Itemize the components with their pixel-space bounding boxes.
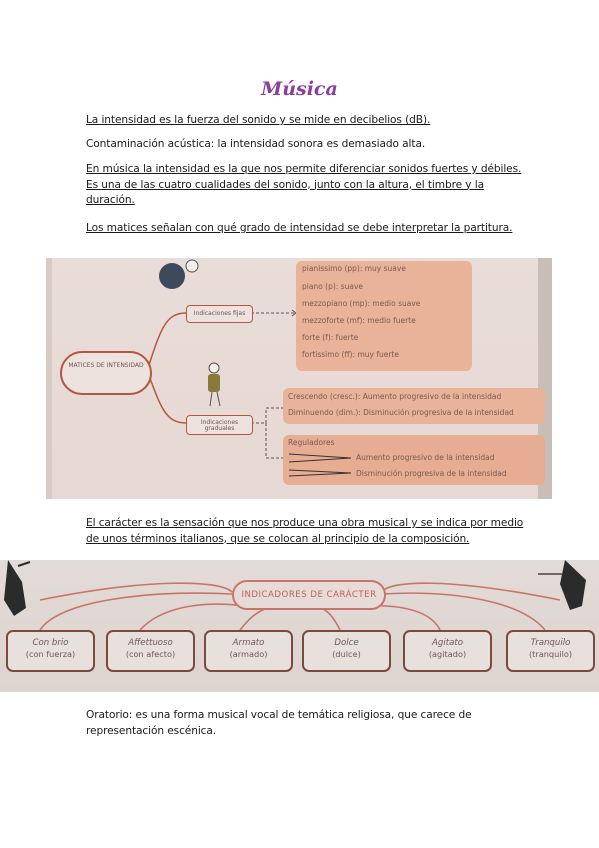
fixed-item: forte (f): fuerte xyxy=(302,333,359,342)
page-title: Música xyxy=(261,78,338,100)
paragraph-intensity-music: En música la intensidad es la que nos permite diferenciar sonidos fuertes y débiles. Es una de las cuatro cualidades del sonido, junto con la altura, el timbre y la duración. xyxy=(86,163,522,206)
character-item: Tranquilo (tranquilo) xyxy=(506,630,595,672)
fixed-item: mezzopiano (mp): medio suave xyxy=(302,299,421,308)
character-item: Con brio (con fuerza) xyxy=(6,630,95,672)
fixed-item: pianissimo (pp): muy suave xyxy=(302,264,406,273)
progressive-item: Crescendo (cresc.): Aumento progresivo de la intensidad xyxy=(288,392,502,401)
fixed-item: piano (p): suave xyxy=(302,282,363,291)
character-item: Agitato (agitado) xyxy=(403,630,492,672)
center-node: MATICES DE INTENSIDAD xyxy=(60,351,152,395)
paragraph-oratorio: Oratorio: es una forma musical vocal de temática religiosa, que carece de representación escénica. xyxy=(86,709,472,737)
conductor-right-icon xyxy=(538,560,586,610)
character-map-photo xyxy=(0,560,599,692)
person-figure-icon xyxy=(209,363,219,373)
paragraph-intensity-definition: La intensidad es la fuerza del sonido y se mide en decibelios (dB). xyxy=(86,114,431,126)
paragraph-character: El carácter es la sensación que nos produce una obra musical y se indica por medio de unos términos italianos, que se colocan al principio de la composición. xyxy=(86,517,524,545)
node-fixed: Indicaciones fijas xyxy=(186,305,253,323)
paragraph-matices: Los matices señalan con qué grado de intensidad se debe interpretar la partitura. xyxy=(86,222,513,234)
intensity-mindmap-photo xyxy=(46,258,552,499)
character-title: INDICADORES DE CARÁCTER xyxy=(232,580,386,610)
fixed-item: fortissimo (ff): muy fuerte xyxy=(302,350,399,359)
conductor-left-icon xyxy=(4,560,30,616)
character-item: Armato (armado) xyxy=(204,630,293,672)
node-progressive: Indicaciones graduales xyxy=(186,415,253,435)
drum-figure-icon xyxy=(159,263,185,289)
regulator-item: Disminución progresiva de la intensidad xyxy=(356,469,507,478)
character-item: Dolce (dulce) xyxy=(302,630,391,672)
paragraph-acoustic-pollution: Contaminación acústica: la intensidad sonora es demasiado alta. xyxy=(86,138,426,150)
regulator-item: Aumento progresivo de la intensidad xyxy=(356,453,495,462)
progressive-item: Diminuendo (dim.): Disminución progresiva de la intensidad xyxy=(288,408,514,417)
character-item: Affettuoso (con afecto) xyxy=(106,630,195,672)
regulators-title: Reguladores xyxy=(288,438,335,447)
fixed-item: mezzoforte (mf): medio fuerte xyxy=(302,316,416,325)
